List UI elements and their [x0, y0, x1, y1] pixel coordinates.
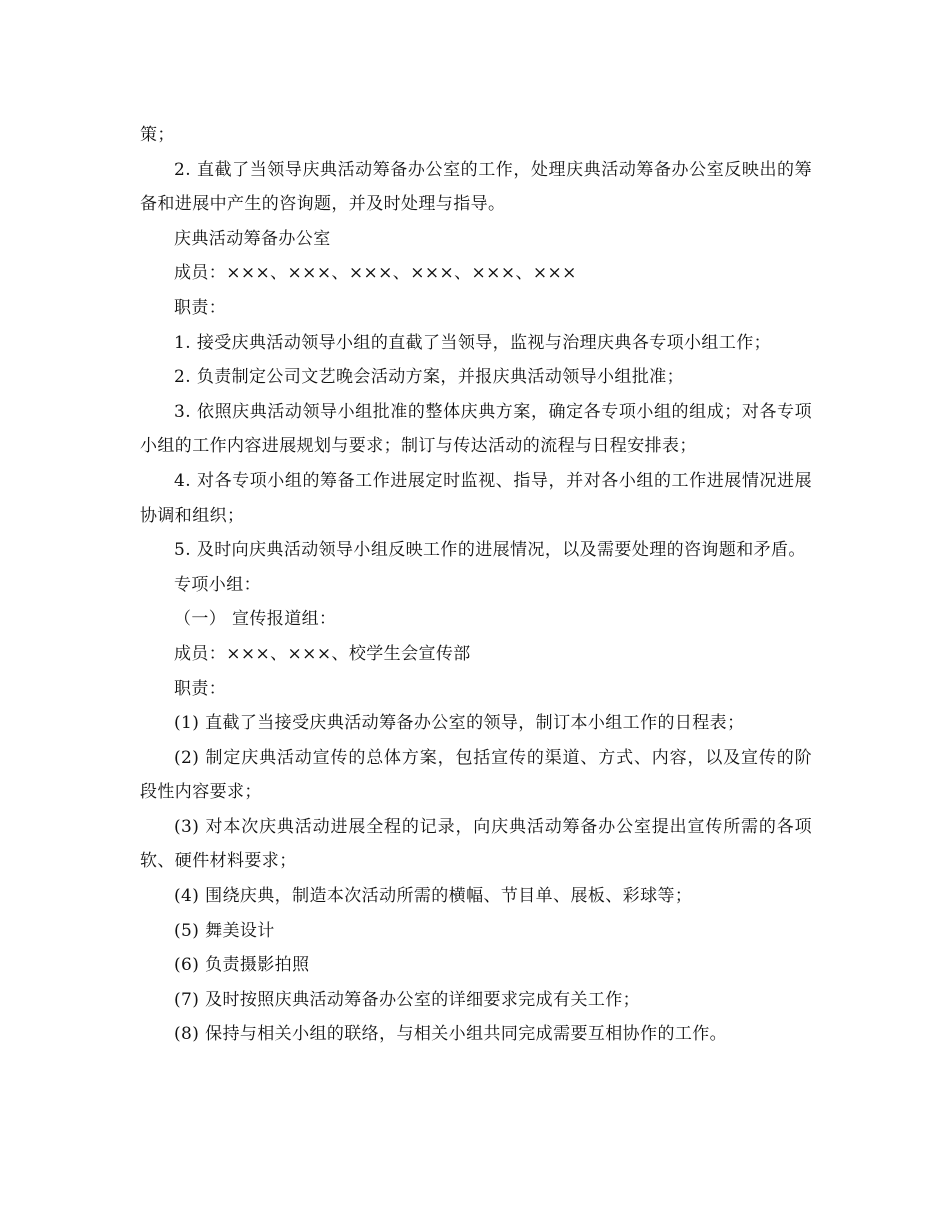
office-duties-label: 职责：: [174, 297, 227, 318]
document-body: [140, 118, 812, 1052]
office-duty-2: 2. 负责制定公司文艺晚会活动方案，并报庆典活动领导小组批准；: [174, 367, 685, 388]
publicity-duty-2: (2) 制定庆典活动宣传的总体方案，包括宣传的渠道、方式、内容，以及宣传的阶段性内容要求；: [140, 747, 812, 803]
publicity-members: 成员：×××、×××、校学生会宣传部: [174, 643, 471, 664]
publicity-duty-3: (3) 对本次庆典活动进展全程的记录，向庆典活动筹备办公室提出宣传所需的各项软、硬件材料要求；: [140, 816, 812, 872]
paragraph-duty-2: 2. 直截了当领导庆典活动筹备办公室的工作，处理庆典活动筹备办公室反映出的筹备和进展中产生的咨询题，并及时处理与指导。: [140, 159, 812, 215]
publicity-duty-6: (6) 负责摄影拍照: [174, 955, 310, 976]
office-duty-4: 4. 对各专项小组的筹备工作进展定时监视、指导，并对各小组的工作进展情况进展协调和组织；: [140, 470, 812, 526]
section-heading-office: 庆典活动筹备办公室: [174, 228, 331, 249]
subsection-heading-publicity: （一） 宣传报道组：: [174, 609, 337, 630]
section-heading-groups: 专项小组：: [174, 574, 261, 595]
office-members: 成员：×××、×××、×××、×××、×××、×××: [174, 263, 577, 284]
office-duty-1: 1. 接受庆典活动领导小组的直截了当领导，监视与治理庆典各专项小组工作；: [174, 332, 772, 353]
publicity-duty-8: (8) 保持与相关小组的联络，与相关小组共同完成需要互相协作的工作。: [174, 1024, 728, 1045]
publicity-duty-7: (7) 及时按照庆典活动筹备办公室的详细要求完成有关工作；: [174, 989, 641, 1010]
office-duty-3: 3. 依照庆典活动领导小组批准的整体庆典方案，确定各专项小组的组成；对各专项小组的工作内容进展规划与要求；制订与传达活动的流程与日程安排表；: [140, 401, 812, 457]
publicity-duty-5: (5) 舞美设计: [174, 920, 275, 941]
paragraph-continuation: 策；: [140, 125, 175, 145]
publicity-duties-label: 职责：: [174, 678, 227, 699]
office-duty-5: 5. 及时向庆典活动领导小组反映工作的进展情况，以及需要处理的咨询题和矛盾。: [174, 540, 806, 561]
publicity-duty-1: (1) 直截了当接受庆典活动筹备办公室的领导，制订本小组工作的日程表；: [174, 713, 745, 734]
publicity-duty-4: (4) 围绕庆典，制造本次活动所需的横幅、节目单、展板、彩球等；: [174, 886, 693, 907]
